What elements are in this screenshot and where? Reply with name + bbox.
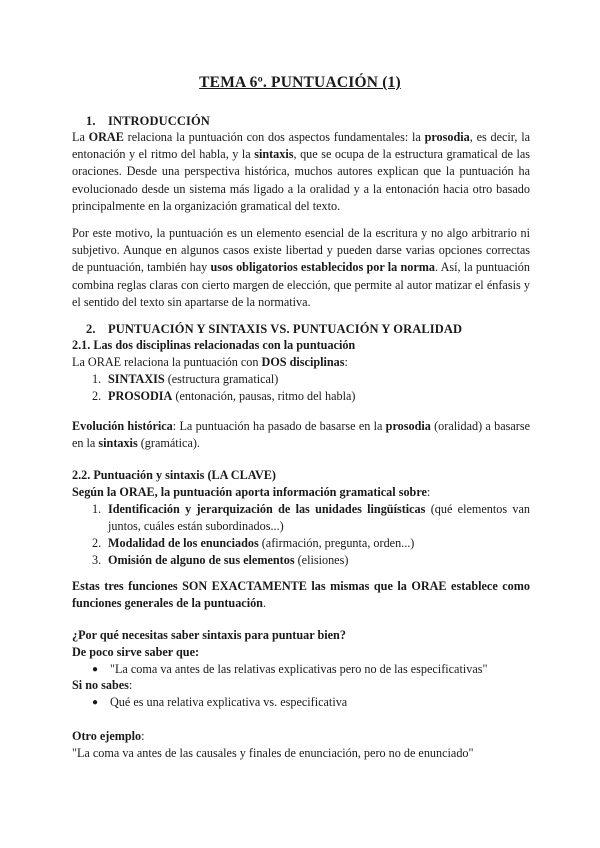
conclusion-paragraph bbox=[72, 578, 530, 612]
term-sintaxis: sintaxis bbox=[98, 436, 138, 451]
text-run-bold: Otro ejemplo bbox=[72, 729, 142, 743]
question-label-1: De poco sirve saber que: bbox=[72, 645, 200, 659]
text-run: , que se ocupa de la estructura gramatical de las oraciones. Desde una perspectiva histórica, muchos autores explican que la puntuación ha evolucionado desde un sistema más ligado a la oralidad y a la entonación hacia otro basado principalmente en la organización gramatical del texto. bbox=[72, 147, 530, 213]
list-item bbox=[92, 535, 530, 552]
bullet-icon: ● bbox=[92, 664, 99, 675]
section-2-heading bbox=[86, 322, 462, 337]
list-item-text: (afirmación, pregunta, orden...) bbox=[258, 536, 415, 550]
text-run: : bbox=[426, 485, 431, 499]
list-number: 1. bbox=[92, 502, 102, 516]
term-orae: ORAE bbox=[88, 130, 124, 144]
section-1-title: INTRODUCCIÓN bbox=[108, 114, 210, 128]
text-run: La ORAE relaciona la puntuación con bbox=[72, 355, 262, 369]
list-item bbox=[92, 388, 355, 405]
list-item-text: (entonación, pausas, ritmo del habla) bbox=[172, 389, 356, 403]
term-prosodia: prosodia bbox=[385, 419, 431, 433]
list-number: 2. bbox=[92, 389, 102, 403]
text-run: (oralidad) a basarse en la bbox=[72, 419, 530, 451]
section-2-title: PUNTUACIÓN Y SINTAXIS VS. PUNTUACIÓN Y ORALIDAD bbox=[108, 322, 463, 336]
term-dos-disciplinas: DOS disciplinas bbox=[261, 355, 345, 369]
text-run: relaciona la puntuación con dos aspectos fundamentales: la bbox=[123, 130, 425, 144]
subsection-2-1-heading: 2.1. Las dos disciplinas relacionadas con la puntuación bbox=[72, 338, 356, 352]
term-sintaxis: sintaxis bbox=[254, 147, 294, 162]
list-item-term: Modalidad de los enunciados bbox=[108, 536, 259, 550]
other-example-quote: "La coma va antes de las causales y finales de enunciación, pero no de enunciado" bbox=[72, 746, 474, 760]
question-label-2 bbox=[72, 677, 132, 694]
text-run: . Así, la puntuación combina reglas claras con cierto margen de elección, que permite al autor matizar el énfasis y el sentido del texto sin apartarse de la normativa. bbox=[72, 260, 530, 309]
question-heading: ¿Por qué necesitas saber sintaxis para puntuar bien? bbox=[72, 628, 346, 642]
text-run: La bbox=[72, 130, 89, 144]
disciplines-intro bbox=[72, 354, 348, 371]
term-prosodia: prosodia bbox=[424, 130, 470, 144]
text-run-bold: Según la ORAE, la puntuación aporta información gramatical sobre bbox=[72, 485, 427, 499]
term-usos-obligatorios: usos obligatorios establecidos por la norma bbox=[210, 260, 435, 275]
section-1-heading bbox=[86, 114, 210, 129]
section-1-number: 1. bbox=[86, 114, 96, 128]
subsection-2-2-heading: 2.2. Puntuación y sintaxis (LA CLAVE) bbox=[72, 468, 276, 482]
grammatical-functions-list bbox=[92, 501, 530, 569]
list-item-term: PROSODIA bbox=[108, 389, 173, 403]
list-item-term: Identificación y jerarquización de las unidades lingüísticas bbox=[108, 502, 426, 516]
list-item bbox=[90, 694, 347, 711]
bullet-list-1 bbox=[90, 661, 487, 678]
list-item bbox=[92, 371, 355, 388]
intro-paragraph-1 bbox=[72, 129, 530, 215]
page-title: TEMA 6º. PUNTUACIÓN (1) bbox=[199, 74, 401, 91]
bullet-icon: ● bbox=[92, 697, 99, 708]
text-run: (gramática). bbox=[137, 436, 200, 451]
section-2-number: 2. bbox=[86, 322, 96, 336]
disciplines-list bbox=[92, 371, 355, 405]
list-number: 2. bbox=[92, 536, 102, 550]
text-run: : bbox=[344, 355, 348, 369]
list-number: 3. bbox=[92, 553, 102, 567]
text-run-bold: Si no sabes bbox=[72, 678, 129, 692]
text-run: : bbox=[141, 729, 145, 743]
list-item-term: SINTAXIS bbox=[108, 372, 165, 386]
text-run: . bbox=[262, 596, 267, 611]
text-run: : La puntuación ha pasado de basarse en la bbox=[172, 419, 386, 433]
list-item-text: (elisiones) bbox=[294, 553, 349, 567]
text-run: Por este motivo, la puntuación es un elemento esencial de la escritura y no algo arbitrario ni subjetivo. Aunque en algunos casos existe libertad y pueden darse varias opciones correctas de puntuación, también hay bbox=[72, 226, 530, 275]
historical-evolution-paragraph bbox=[72, 418, 530, 452]
other-example-label bbox=[72, 728, 145, 745]
list-item-term: Omisión de alguno de sus elementos bbox=[108, 553, 295, 567]
grammatical-info-intro bbox=[72, 484, 430, 501]
list-item-text: (qué elementos van juntos, cuáles están subordinados...) bbox=[108, 502, 531, 533]
text-run: : bbox=[128, 678, 133, 692]
list-item bbox=[92, 501, 530, 535]
text-run-bold: Estas tres funciones SON EXACTAMENTE las mismas que la ORAE establece como funciones generales de la puntuación bbox=[72, 579, 530, 611]
list-number: 1. bbox=[92, 372, 102, 386]
term-evolucion-historica: Evolución histórica bbox=[72, 419, 173, 433]
list-item bbox=[92, 552, 530, 569]
list-item-text: Qué es una relativa explicativa vs. especificativa bbox=[110, 695, 348, 709]
list-item-text: (estructura gramatical) bbox=[164, 372, 279, 386]
bullet-list-2 bbox=[90, 694, 347, 711]
list-item-text: "La coma va antes de las relativas explicativas pero no de las especificativas" bbox=[110, 662, 488, 676]
list-item bbox=[90, 661, 487, 678]
intro-paragraph-2 bbox=[72, 225, 530, 311]
text-run: , es decir, la entonación y el ritmo del habla, y la bbox=[72, 130, 530, 162]
